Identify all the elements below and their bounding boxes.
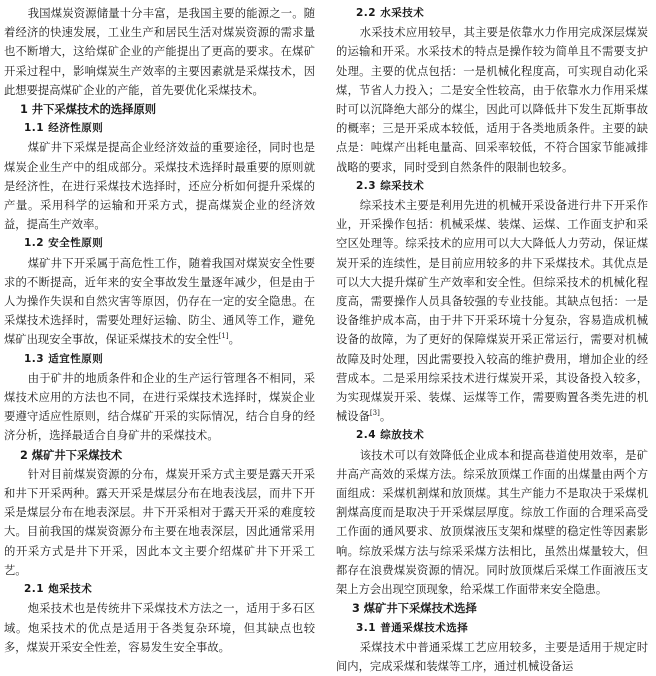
section-1-heading: 1 井下采煤技术的选择原则 xyxy=(20,103,157,117)
section-2-heading: 2 煤矿井下采煤技术 xyxy=(20,448,123,462)
section-3-1-heading: 3.1 普通采煤技术选择 xyxy=(356,621,469,634)
left-column xyxy=(4,4,315,657)
citation-3: [3] xyxy=(369,409,380,418)
section-2-4-heading: 2.4 综放技术 xyxy=(356,429,425,442)
right-column xyxy=(336,4,648,676)
section-2-paragraph: 针对目前煤炭资源的分布，煤炭开采方式主要是露天开采和井下开采两种。露天开采是煤层分布在地表浅层，而井下开采是煤层分布在地表深层。井下开采相对于露天开采的难度较大。目前我国的煤炭资源分布主要在地表深层，因此通常采用的开采方式是井下开采，因此本文主要介绍煤矿井下开采工艺。 xyxy=(4,467,315,577)
section-2-3-heading: 2.3 综采技术 xyxy=(356,179,425,192)
section-1-3-paragraph: 由于矿井的地质条件和企业的生产运行管理各不相同，采煤技术应用的方法也不同，在进行采煤技术选择时，煤炭企业要遵守适应性原则，结合煤矿开采的实际情况，结合自身的经济分析，选择最适合自身矿井的采煤技术。 xyxy=(4,371,315,443)
section-1-1-paragraph: 煤矿井下采煤是提高企业经济效益的重要途径，同时也是煤炭企业生产中的组成部分。采煤技术选择时最重要的原则就是经济性，在进行采煤技术选择时，还应分析如何提升采煤的产量。采用科学的运输和开采方式，提高煤炭企业的经济效益，提高生产效率。 xyxy=(4,141,315,232)
citation-1: [1] xyxy=(218,332,229,341)
intro-paragraph: 我国煤炭资源储量十分丰富，是我国主要的能源之一。随着经济的快速发展，工业生产和居民生活对煤炭资源的需求量也不断增大，这给煤矿企业的产能提出了更高的要求。在煤矿开采过程中，影响煤炭生产效率的主要因素就是采煤技术，因此想要提高煤矿企业的产能，首先要优化采煤技术。 xyxy=(4,7,315,97)
section-2-2-paragraph: 水采技术应用较早，其主要是依靠水力作用完成深层煤炭的运输和开采。水采技术的特点是操作较为简单且不需要支护处理。主要的优点包括：一是机械化程度高，可实现自动化采煤，节省人力投入；二是安全性较高，由于依靠水力作用采煤时可以沉降绝大部分的煤尘，因此可以降低井下发生瓦斯事故的概率；三是开采成本较低，适用于各类地质条件。主要的缺点是：吨煤产出耗电量高、回采率较低，不符合国家节能减排战略的要求，同时受到自然条件的限制也较多。 xyxy=(336,26,648,174)
section-2-3-end: 。 xyxy=(379,410,392,424)
section-1-2-end: 。 xyxy=(228,333,240,347)
section-1-3-heading: 1.3 适宜性原则 xyxy=(24,352,104,365)
section-2-4-paragraph: 该技术可以有效降低企业成本和提高巷道使用效率，是矿井高产高效的采煤方法。综采放顶煤工作面的出煤量由两个方面组成：采煤机割煤和放顶煤。其生产能力不是取决于采煤机割煤高度而是取决于开采煤层厚度。综放工作面的合理采高受工作面的通风要求、放顶煤液压支架和煤壁的稳定性等因素影响。综放采煤方法与综采采煤方法相比，虽然出煤量较大，但都存在浪费煤炭资源的情况。同时放顶煤后采煤工作面液压支架上方会出现空顶现象，给采煤工作面带来安全隐患。 xyxy=(336,448,648,597)
section-2-1-paragraph: 炮采技术也是传统井下采煤技术方法之一，适用于多石区域。炮采技术的优点是适用于各类复杂环境，但其缺点也较多，煤炭开采安全性差，容易发生安全事故。 xyxy=(4,602,315,654)
section-1-2-paragraph xyxy=(4,254,315,350)
section-2-1-heading: 2.1 炮采技术 xyxy=(24,583,93,596)
section-3-heading: 3 煤矿井下采煤技术选择 xyxy=(352,602,477,616)
section-2-3-paragraph xyxy=(336,196,648,426)
section-1-2-text: 煤矿井下开采属于高危性工作，随着我国对煤炭安全性要求的不断提高，近年来的安全事故发生量逐年减少，但是由于人为操作失误和自然灾害等原因，仍存在一定的安全隐患。在采煤技术选择时，需要处理好运输、防尘、通风等工作，避免煤矿出现安全事故，保证采煤技术的安全性 xyxy=(4,256,315,347)
section-3-1-paragraph: 采煤技术中普通采煤工艺应用较多，主要是适用于规定时间内，完成采煤和装煤等工序，通过机械设备运 xyxy=(336,640,648,673)
section-1-2-heading: 1.2 安全性原则 xyxy=(24,237,104,250)
section-1-1-heading: 1.1 经济性原则 xyxy=(24,122,104,135)
section-2-3-text: 综采技术主要是利用先进的机械开采设备进行井下开采作业，开采操作包括：机械采煤、装煤、运煤、工作面支护和采空区处理等。综采技术的应用可以大大降低人力劳动，保证煤炭开采的连续性，是目前应用较多的井下采煤技术。其优点是可以大大提升煤矿生产效率和安全性。但综采技术的机械化程度高，需要操作人员具备较强的专业技能。其缺点包括：一是设备维护成本高，由于井下开采环境十分复杂，容易造成机械设备的故障，为了更好的保障煤炭开采正常运行，需要对机械故障及时处理，因此需要投入较高的维护费用，增加企业的经营成本。二是采用综采技术进行煤炭开采，其设备投入较多，为实现煤炭开采、装煤、运煤等工作，需要购置各类先进的机械设备 xyxy=(336,199,648,424)
section-2-2-heading: 2.2 水采技术 xyxy=(356,7,425,19)
